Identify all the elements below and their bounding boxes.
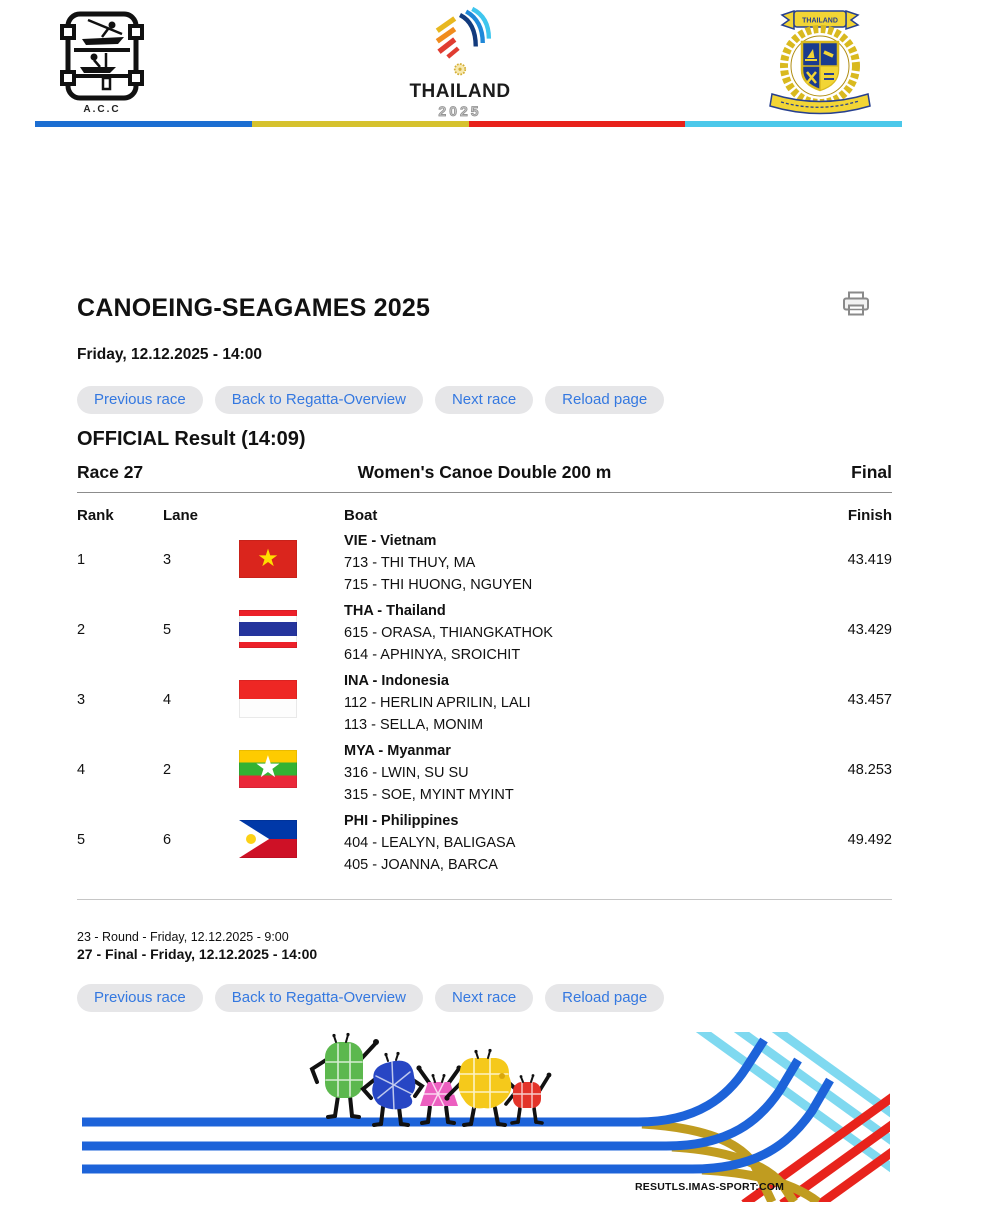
acc-label: A.C.C — [83, 104, 121, 115]
results-table-header — [77, 507, 892, 527]
previous-race-button[interactable]: Previous race — [77, 386, 203, 414]
acc-logo — [60, 10, 144, 102]
flag-vietnam — [239, 540, 297, 578]
final-schedule-line: 27 - Final - Friday, 12.12.2025 - 14:00 — [77, 946, 318, 962]
previous-race-button[interactable]: Previous race — [77, 984, 203, 1012]
race-stage: Final — [851, 462, 892, 482]
column-boat: Boat — [344, 507, 378, 524]
country-name: VIE - Vietnam — [344, 533, 437, 549]
myanmar-star-icon: ★ — [254, 751, 282, 784]
crew-member: 404 - LEALYN, BALIGASA — [344, 835, 516, 851]
boat-block — [344, 600, 553, 666]
country-name: MYA - Myanmar — [344, 743, 451, 759]
rank-value: 2 — [77, 622, 86, 638]
race-event: Women's Canoe Double 200 m — [357, 462, 612, 482]
mascot-yellow — [444, 1049, 524, 1125]
mascot-red — [506, 1073, 551, 1123]
thailand-coat-of-arms — [762, 6, 878, 118]
bar-segment-yellow — [252, 121, 469, 127]
country-name: PHI - Philippines — [344, 813, 459, 829]
table-row — [77, 740, 892, 810]
next-race-button[interactable]: Next race — [435, 386, 533, 414]
crew-member: 615 - ORASA, THIANGKATHOK — [344, 625, 553, 641]
country-name: THA - Thailand — [344, 603, 446, 619]
lane-value: 3 — [163, 552, 172, 568]
crew-member: 113 - SELLA, MONIM — [344, 717, 484, 733]
race-number: Race 27 — [77, 462, 144, 482]
lane-value: 5 — [163, 622, 172, 638]
mascot-pink — [416, 1065, 461, 1123]
crew-member: 315 - SOE, MYINT MYINT — [344, 787, 514, 803]
bar-segment-blue — [35, 121, 252, 127]
boat-block — [344, 740, 514, 806]
mascot-blue — [363, 1052, 422, 1125]
finish-time: 43.457 — [847, 692, 892, 708]
rank-value: 1 — [77, 552, 86, 568]
regatta-overview-button[interactable]: Back to Regatta-Overview — [215, 386, 423, 414]
table-row — [77, 810, 892, 880]
rank-value: 4 — [77, 762, 86, 778]
flag-myanmar — [239, 750, 297, 788]
crew-member: 112 - HERLIN APRILIN, LALI — [344, 695, 531, 711]
coat-banner-text: THAILAND — [802, 17, 838, 25]
race-header-row — [77, 462, 892, 483]
footer-wave-graphic — [82, 1032, 890, 1202]
column-finish: Finish — [847, 507, 892, 524]
site-label: RESUTLS.IMAS-SPORT:COM — [635, 1181, 785, 1193]
column-lane: Lane — [163, 507, 199, 524]
official-result-heading: OFFICIAL Result (14:09) — [77, 428, 306, 450]
printer-icon[interactable] — [842, 291, 870, 317]
race-datetime: Friday, 12.12.2025 - 14:00 — [77, 346, 262, 363]
boat-block — [344, 670, 531, 736]
nav-buttons-bottom — [77, 984, 664, 1012]
country-name: INA - Indonesia — [344, 673, 449, 689]
flag-philippines — [239, 820, 297, 858]
crew-member: 614 - APHINYA, SROICHIT — [344, 647, 521, 663]
crew-member: 316 - LWIN, SU SU — [344, 765, 469, 781]
table-row — [77, 600, 892, 670]
round-schedule-line: 23 - Round - Friday, 12.12.2025 - 9:00 — [77, 930, 289, 944]
flag-thailand — [239, 610, 297, 648]
rank-value: 3 — [77, 692, 86, 708]
reload-page-button[interactable]: Reload page — [545, 386, 664, 414]
lane-value: 6 — [163, 832, 172, 848]
reload-page-button[interactable]: Reload page — [545, 984, 664, 1012]
mascot-green — [312, 1033, 379, 1117]
thailand-2025-logo — [398, 6, 522, 119]
rank-value: 5 — [77, 832, 86, 848]
boat-block — [344, 530, 532, 596]
table-row — [77, 670, 892, 740]
crew-member: 405 - JOANNA, BARCA — [344, 857, 498, 873]
thailand-logo-year: 2025 — [438, 103, 482, 119]
lane-value: 4 — [163, 692, 172, 708]
page-title: CANOEING-SEAGAMES 2025 — [77, 294, 431, 322]
thailand-logo-title: THAILAND — [409, 81, 511, 102]
table-row — [77, 530, 892, 600]
vietnam-star-icon: ★ — [257, 545, 279, 572]
header-divider — [77, 492, 892, 493]
next-race-button[interactable]: Next race — [435, 984, 533, 1012]
table-bottom-divider — [77, 899, 892, 900]
philippines-sun-icon — [246, 834, 256, 844]
boat-block — [344, 810, 515, 876]
regatta-overview-button[interactable]: Back to Regatta-Overview — [215, 984, 423, 1012]
nav-buttons-top — [77, 386, 664, 414]
crew-member: 715 - THI HUONG, NGUYEN — [344, 577, 533, 593]
finish-time: 49.492 — [847, 832, 892, 848]
finish-time: 48.253 — [847, 762, 892, 778]
lane-value: 2 — [163, 762, 172, 778]
header-color-bar — [35, 121, 902, 127]
bar-segment-red — [469, 121, 686, 127]
flag-indonesia — [239, 680, 297, 718]
column-rank: Rank — [77, 507, 114, 524]
finish-time: 43.429 — [847, 622, 892, 638]
crew-member: 713 - THI THUY, MA — [344, 555, 476, 571]
bar-segment-cyan — [685, 121, 902, 127]
thailand-2025-emblem-icon — [425, 6, 495, 80]
finish-time: 43.419 — [847, 552, 892, 568]
